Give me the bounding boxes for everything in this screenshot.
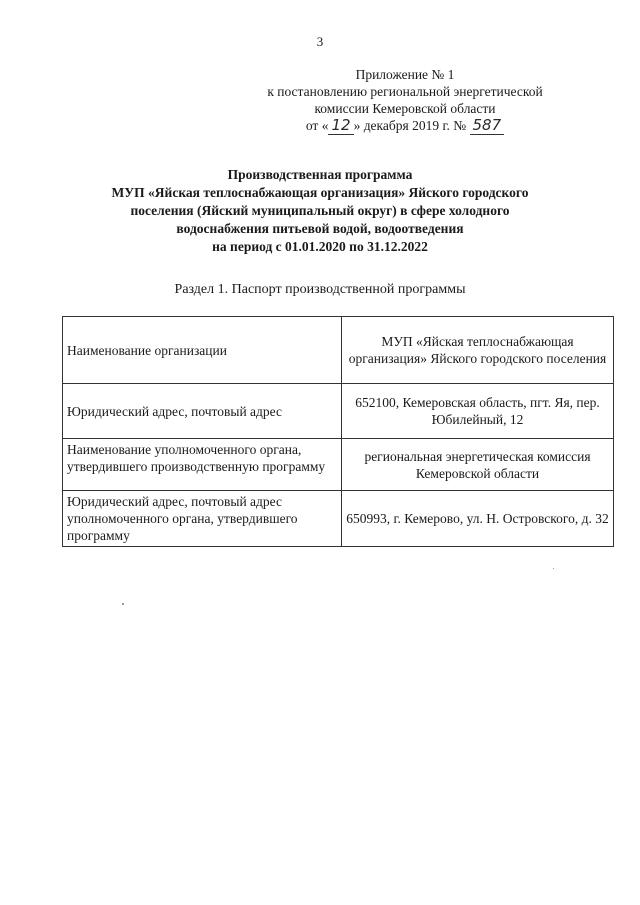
table-cell-label: Наименование организации <box>63 317 342 384</box>
program-title <box>40 166 600 256</box>
date-middle: » декабря 2019 г. № <box>353 118 467 133</box>
date-prefix: от « <box>305 118 329 133</box>
table-cell-value: 652100, Кемеровская область, пгт. Яя, пер. Юбилейный, 12 <box>342 384 614 439</box>
program-title-line: водоснабжения питьевой водой, водоотведения <box>176 221 464 236</box>
document-number-handwritten: 587 <box>470 116 505 135</box>
page-number: 3 <box>316 34 324 49</box>
table-cell-label: Юридический адрес, почтовый адрес уполномоченного органа, утвердившего программу <box>63 491 342 547</box>
appendix-resolution-line: к постановлению региональной энергетической <box>267 84 543 99</box>
table-cell-label: Наименование уполномоченного органа, утвердившего производственную программу <box>63 439 342 491</box>
table-row <box>63 439 614 491</box>
date-day-handwritten: 12 <box>328 116 353 135</box>
table-row <box>63 384 614 439</box>
table-cell-value: региональная энергетическая комиссия Кемеровской области <box>342 439 614 491</box>
program-title-line: Производственная программа <box>227 167 413 182</box>
appendix-commission-line: комиссии Кемеровской области <box>314 101 496 116</box>
section-title: Раздел 1. Паспорт производственной программы <box>174 282 466 297</box>
program-title-line: поселения (Яйский муниципальный округ) в сфере холодного <box>130 203 510 218</box>
table-cell-value: 650993, г. Кемерово, ул. Н. Островского, д. 32 <box>342 491 614 547</box>
program-title-line: МУП «Яйская теплоснабжающая организация» Яйского городского <box>111 185 529 200</box>
program-title-line: на период с 01.01.2020 по 31.12.2022 <box>212 239 428 254</box>
table-row <box>63 491 614 547</box>
table-cell-label: Юридический адрес, почтовый адрес <box>63 384 342 439</box>
table-cell-value: МУП «Яйская теплоснабжающая организация» Яйского городского поселения <box>342 317 614 384</box>
appendix-title: Приложение № 1 <box>355 67 455 82</box>
appendix-block <box>240 66 570 134</box>
scan-speck <box>553 568 554 569</box>
passport-table <box>62 316 614 547</box>
table-row <box>63 317 614 384</box>
appendix-date-line <box>240 117 570 134</box>
scan-speck <box>122 603 124 605</box>
